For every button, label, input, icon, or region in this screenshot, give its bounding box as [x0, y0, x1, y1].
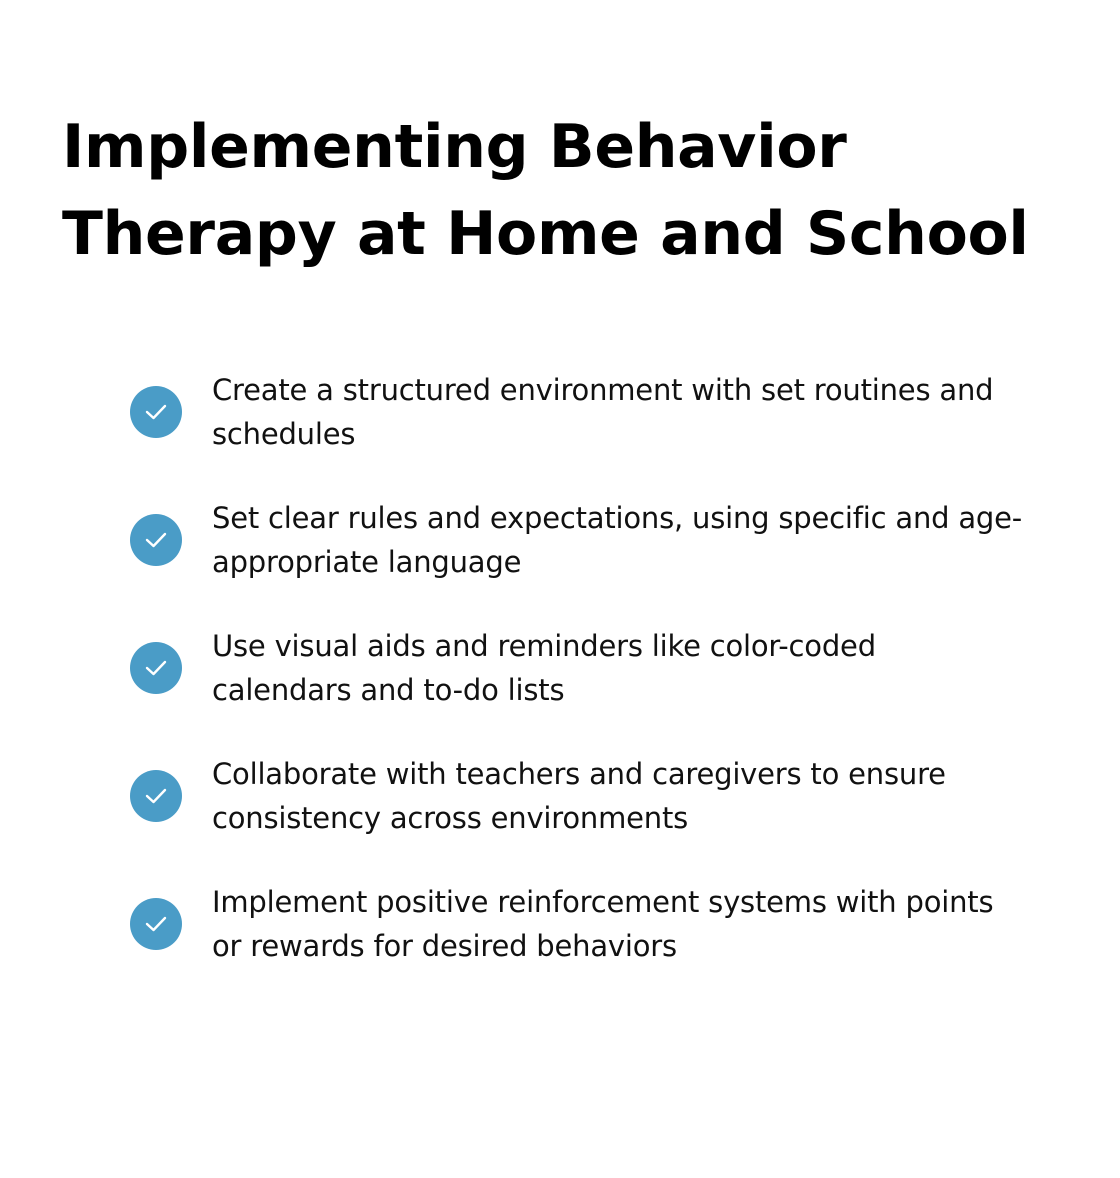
list-item-text: [212, 880, 1062, 968]
list-item-text: [212, 752, 1062, 840]
check-icon: [130, 898, 182, 950]
check-icon: [130, 770, 182, 822]
list-item: [130, 496, 1060, 624]
check-icon: [130, 514, 182, 566]
check-icon: [130, 642, 182, 694]
check-icon: [130, 386, 182, 438]
list-item-text: [212, 368, 1062, 456]
page-title: [62, 104, 1062, 278]
list-item-line-2: or rewards for desired behaviors: [212, 929, 677, 963]
list-item-line-1: Set clear rules and expectations, using specific and age-: [212, 501, 1023, 535]
list-item-line-2: appropriate language: [212, 545, 522, 579]
list-item-line-1: Collaborate with teachers and caregivers to ensure: [212, 757, 946, 791]
list-item: [130, 880, 1060, 1008]
list-item-text: [212, 624, 1062, 712]
list-item-line-2: consistency across environments: [212, 801, 689, 835]
list-item-line-1: Implement positive reinforcement systems with points: [212, 885, 994, 919]
title-line-1: Implementing Behavior: [62, 112, 847, 182]
list-item-line-1: Use visual aids and reminders like color-coded: [212, 629, 876, 663]
list-item-line-1: Create a structured environment with set routines and: [212, 373, 994, 407]
list-item: [130, 752, 1060, 880]
list-item: [130, 624, 1060, 752]
list-item-line-2: calendars and to-do lists: [212, 673, 565, 707]
list-item-line-2: schedules: [212, 417, 356, 451]
list-item: [130, 368, 1060, 496]
checklist: [130, 368, 1060, 1008]
title-line-2: Therapy at Home and School: [62, 199, 1029, 269]
list-item-text: [212, 496, 1062, 584]
